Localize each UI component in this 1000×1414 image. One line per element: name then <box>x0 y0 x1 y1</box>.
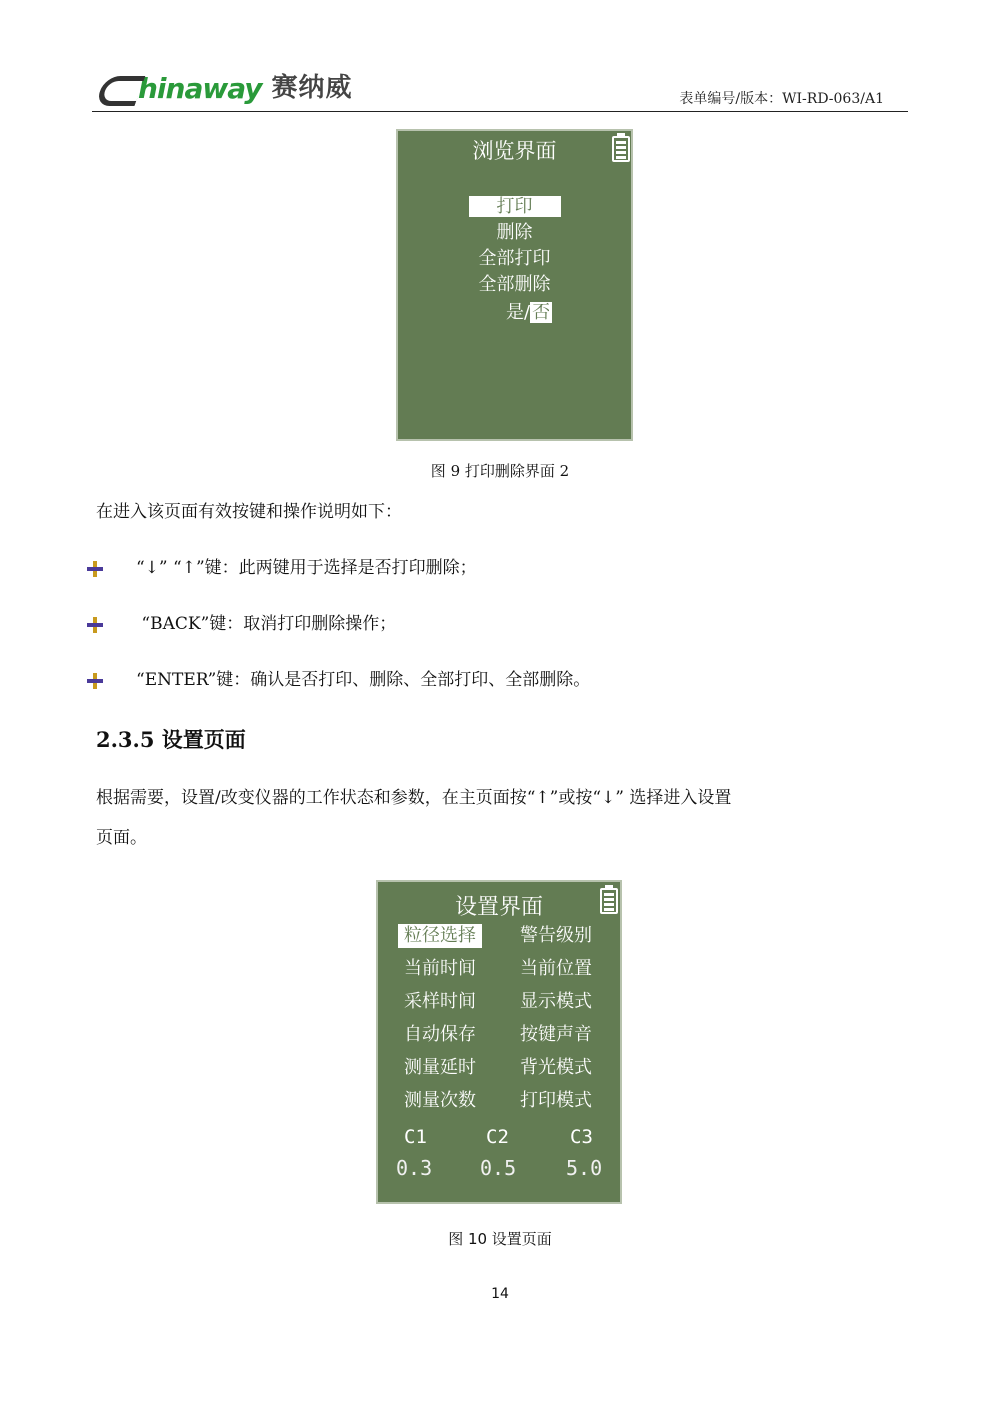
section-paragraph-line2: 页面。 <box>96 828 147 848</box>
section-paragraph-line1: 根据需要，设置/改变仪器的工作状态和参数，在主页面按“↑”或按“↓” 选择进入设置 <box>96 788 732 808</box>
screen-title: 浏览界面 <box>472 139 557 163</box>
channel-value-c2: 0.5 <box>480 1156 517 1180</box>
browse-screen <box>396 129 633 441</box>
bullet-text: “↓” “↑”键：此两键用于选择是否打印删除； <box>136 558 477 578</box>
settings-screen <box>376 880 622 1204</box>
battery-icon <box>600 888 618 914</box>
figure-10-caption: 图 10 设置页面 <box>448 1230 552 1248</box>
setting-measure-delay[interactable]: 测量延时 <box>404 1057 476 1078</box>
channel-label-c2: C2 <box>486 1126 509 1148</box>
bullet-text: “ENTER”键：确认是否打印、删除、全部打印、全部删除。 <box>136 670 591 690</box>
company-logo <box>100 62 353 106</box>
setting-display-mode[interactable]: 显示模式 <box>520 991 592 1012</box>
bullet-text: “BACK”键：取消打印删除操作； <box>136 614 397 634</box>
yes-no-separator: / <box>524 302 531 323</box>
menu-item-delete-all[interactable]: 全部删除 <box>478 274 551 295</box>
logo-text-en: hinaway <box>138 72 262 105</box>
menu-item-print-all[interactable]: 全部打印 <box>478 248 551 269</box>
channel-label-c1: C1 <box>404 1126 427 1148</box>
section-heading: 2.3.5 设置页面 <box>96 727 246 752</box>
channel-value-c3: 5.0 <box>566 1156 603 1180</box>
bullet-enter-key <box>86 668 590 692</box>
setting-current-location[interactable]: 当前位置 <box>520 958 592 979</box>
setting-auto-save[interactable]: 自动保存 <box>404 1024 476 1045</box>
bullet-cross-icon <box>86 616 104 634</box>
channel-label-c3: C3 <box>570 1126 593 1148</box>
figure-9-caption: 图 9 打印删除界面 2 <box>430 462 570 480</box>
no-option[interactable]: 否 <box>532 302 551 323</box>
setting-sampling-time[interactable]: 采样时间 <box>404 991 476 1012</box>
bullet-cross-icon <box>86 672 104 690</box>
menu-item-print[interactable]: 打印 <box>398 195 631 219</box>
logo-text-cn: 赛纳威 <box>271 73 353 103</box>
setting-current-time[interactable]: 当前时间 <box>404 958 476 979</box>
yes-option[interactable]: 是 <box>506 302 524 323</box>
setting-alarm-level[interactable]: 警告级别 <box>520 925 592 946</box>
setting-particle-size[interactable]: 粒径选择 <box>398 924 482 948</box>
bullet-arrow-keys <box>86 556 477 580</box>
page-number: 14 <box>491 1286 509 1302</box>
menu-item-delete[interactable]: 删除 <box>496 222 533 243</box>
bullet-back-key <box>86 612 396 636</box>
channel-value-c1: 0.3 <box>396 1156 433 1180</box>
setting-backlight-mode[interactable]: 背光模式 <box>520 1057 592 1078</box>
screen-title: 设置界面 <box>454 895 543 920</box>
intro-text: 在进入该页面有效按键和操作说明如下： <box>96 502 402 522</box>
form-number: 表单编号/版本：WI-RD-063/A1 <box>679 91 884 107</box>
battery-icon <box>612 136 630 162</box>
page-header <box>92 58 908 112</box>
yes-no-selector[interactable] <box>506 301 552 325</box>
setting-key-sound[interactable]: 按键声音 <box>520 1024 592 1045</box>
setting-measure-count[interactable]: 测量次数 <box>404 1090 476 1111</box>
bullet-cross-icon <box>86 560 104 578</box>
setting-print-mode[interactable]: 打印模式 <box>520 1090 592 1111</box>
